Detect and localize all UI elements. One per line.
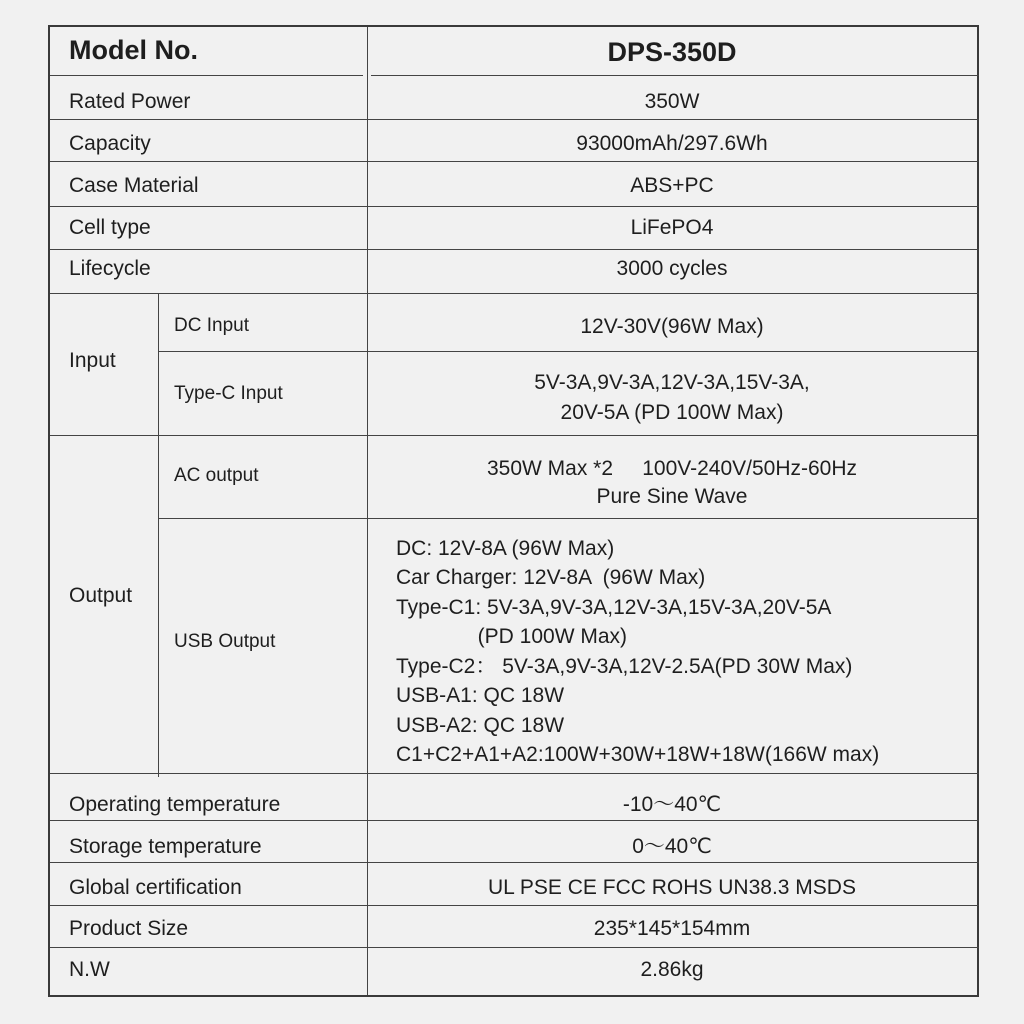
row-divider — [371, 75, 979, 76]
capacity-label: Capacity — [69, 132, 151, 155]
row-divider — [158, 351, 979, 352]
typec-input-value-line2: 20V-5A (PD 100W Max) — [560, 401, 784, 424]
row-divider — [50, 119, 979, 120]
usb-output-line: USB-A1: QC 18W — [396, 684, 565, 707]
model-value: DPS-350D — [607, 37, 737, 67]
column-divider — [367, 27, 368, 995]
storage-temp-label: Storage temperature — [69, 835, 262, 858]
row-divider — [50, 435, 979, 436]
typec-input-value-line1: 5V-3A,9V-3A,12V-3A,15V-3A, — [534, 371, 810, 394]
usb-output-line: DC: 12V-8A (96W Max) — [396, 537, 615, 560]
certification-value: UL PSE CE FCC ROHS UN38.3 MSDS — [488, 876, 856, 899]
spec-table — [48, 25, 979, 997]
ac-output-value-line2: Pure Sine Wave — [596, 485, 748, 508]
case-material-value: ABS+PC — [630, 174, 714, 197]
row-divider — [50, 905, 979, 906]
operating-temp-label: Operating temperature — [69, 793, 281, 816]
typec-input-label: Type-C Input — [174, 383, 283, 404]
usb-output-line: Type-C1: 5V-3A,9V-3A,12V-3A,15V-3A,20V-5A — [396, 596, 832, 619]
product-size-value: 235*145*154mm — [593, 917, 751, 940]
usb-output-label: USB Output — [174, 631, 276, 652]
row-divider — [50, 75, 363, 76]
cell-type-value: LiFePO4 — [630, 216, 714, 239]
row-divider — [50, 862, 979, 863]
input-label: Input — [69, 349, 116, 372]
row-divider — [50, 293, 979, 294]
rated-power-value: 350W — [644, 90, 700, 113]
dc-input-label: DC Input — [174, 315, 249, 336]
cell-type-label: Cell type — [69, 216, 151, 239]
row-divider — [50, 947, 979, 948]
lifecycle-label: Lifecycle — [69, 257, 151, 280]
usb-output-line: C1+C2+A1+A2:100W+30W+18W+18W(166W max) — [396, 743, 880, 766]
row-divider — [50, 161, 979, 162]
case-material-label: Case Material — [69, 174, 199, 197]
ac-output-label: AC output — [174, 465, 259, 486]
model-label: Model No. — [69, 35, 198, 65]
output-label: Output — [69, 584, 133, 607]
row-divider — [50, 206, 979, 207]
row-divider — [158, 518, 979, 519]
dc-input-value: 12V-30V(96W Max) — [580, 315, 764, 338]
capacity-value: 93000mAh/297.6Wh — [576, 132, 768, 155]
weight-value: 2.86kg — [640, 958, 704, 981]
row-divider — [50, 249, 979, 250]
usb-output-line: (PD 100W Max) — [396, 625, 628, 648]
sub-column-divider — [158, 293, 159, 777]
ac-output-value-line1: 350W Max *2 100V-240V/50Hz-60Hz — [486, 457, 858, 480]
row-divider — [50, 773, 979, 774]
operating-temp-value: -10～40℃ — [622, 793, 722, 816]
lifecycle-value: 3000 cycles — [616, 257, 728, 280]
rated-power-label: Rated Power — [69, 90, 191, 113]
storage-temp-value: 0～40℃ — [632, 835, 712, 858]
weight-label: N.W — [69, 958, 110, 981]
product-size-label: Product Size — [69, 917, 189, 940]
usb-output-line: Type-C2： 5V-3A,9V-3A,12V-2.5A(PD 30W Max) — [396, 655, 853, 678]
row-divider — [50, 820, 979, 821]
usb-output-line: USB-A2: QC 18W — [396, 714, 565, 737]
usb-output-line: Car Charger: 12V-8A (96W Max) — [396, 566, 706, 589]
certification-label: Global certification — [69, 876, 242, 899]
